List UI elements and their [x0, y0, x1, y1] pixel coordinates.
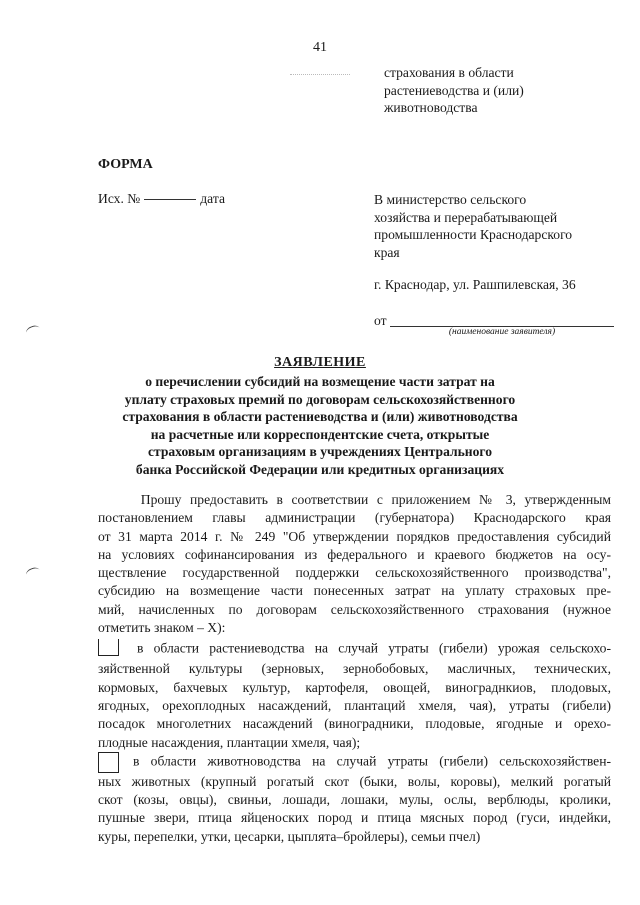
option-line: скот (козы, овцы), свиньи, лошади, лошаки, мулы, ослы, верблюды, кролики, — [98, 792, 611, 808]
document-body — [98, 491, 611, 846]
option-line: плодные насаждения, плантации хмеля, чая); — [98, 734, 361, 750]
ref-date-label: дата — [200, 191, 225, 206]
option-text: в области растениеводства на случай утраты (гибели) урожая сельскохо- — [137, 641, 611, 656]
header-line: растениеводства и (или) — [384, 82, 524, 98]
document-subtitle — [100, 373, 540, 478]
body-line: от 31 марта 2014 г. № 249 "Об утверждении порядков предоставления субсидий — [98, 528, 611, 544]
header-line: животноводства — [384, 100, 478, 115]
option-line: пушные звери, птица яйценоских пород и птица мясных пород (гуси, индейки, — [98, 810, 611, 826]
header-right-block — [384, 64, 624, 117]
subtitle-line: уплату страховых премий по договорам сельскохозяйственного — [124, 391, 516, 407]
request-paragraph — [98, 491, 611, 637]
subtitle-line: страхования в области растениеводства и (или) животноводства — [122, 409, 518, 424]
subtitle-line: о перечислении субсидий на возмещение части затрат на — [145, 374, 495, 389]
addressee-line: В министерство сельского — [374, 192, 527, 207]
body-line: ществление государственной поддержки сельскохозяйственного производства", — [98, 565, 611, 581]
addressee-line: промышленности Краснодарского — [374, 227, 573, 242]
option-line: зяйственной культуры (зерновых, зернобобовых, масличных, технических, — [98, 661, 611, 677]
document-title: ЗАЯВЛЕНИЕ — [274, 355, 366, 370]
option-line: посадок многолетних насаждений (виноградники, плодовые, ягодные и орехо- — [98, 716, 611, 732]
body-line: мий, начисленных по договорам сельскохозяйственного страхования (нужное — [98, 601, 611, 617]
option-crop-insurance — [98, 639, 611, 751]
option-line: ных животных (крупный рогатый скот (быки, волы, коровы), мелкий рогатый — [98, 773, 611, 789]
subtitle-line: страховым организациям в учреждениях Центрального — [147, 444, 493, 459]
body-line: Прошу предоставить в соответствии с приложением № 3, утвержденным — [98, 492, 611, 507]
body-line: субсидию на возмещение части понесенных затрат на уплату страховых пре- — [98, 583, 611, 599]
forma-label: ФОРМА — [98, 157, 153, 172]
option-line — [98, 752, 611, 773]
addressee-city: г. Краснодар, ул. Рашпилевская, 36 — [374, 277, 576, 292]
ref-prefix: Исх. № — [98, 191, 141, 206]
from-label: от — [374, 313, 387, 328]
subtitle-line: банка Российской Федерации или кредитных организациях — [135, 461, 505, 477]
option-line — [98, 639, 611, 660]
scan-mark — [25, 324, 41, 337]
option-line: куры, перепелки, утки, цесарки, цыплята–бройлеры), семьи пчел) — [98, 828, 481, 844]
body-line: на условиях софинансирования из федерального и краевого бюджетов на осу- — [98, 546, 611, 562]
option-line: ягодных, орехоплодных насаждений, плантаций хмеля, чая), утраты (гибели) — [98, 697, 611, 713]
page-number: 41 — [313, 40, 327, 55]
livestock-insurance-checkbox[interactable] — [98, 752, 119, 773]
option-line: кормовых, бахчевых культур, картофеля, овощей, винограднкиов, плодовых, — [98, 679, 611, 695]
addressee-block — [374, 191, 624, 261]
body-line: постановлением главы администрации (губернатора) Краснодарского края — [98, 510, 611, 526]
option-livestock-insurance — [98, 752, 611, 846]
ref-number-blank — [144, 199, 196, 200]
addressee-line: хозяйства и перерабатывающей — [374, 209, 558, 225]
body-line: отметить знаком – Х): — [98, 620, 226, 636]
addressee-line: края — [374, 244, 400, 260]
header-line: страхования в области — [384, 65, 514, 80]
option-text: в области животноводства на случай утраты (гибели) сельскохозяйствен- — [133, 753, 611, 769]
outgoing-reference — [98, 191, 225, 207]
subtitle-line: на расчетные или корреспондентские счета, открытые — [150, 426, 490, 442]
scan-artifact — [290, 74, 350, 75]
crop-insurance-checkbox[interactable] — [98, 639, 119, 656]
scan-mark — [25, 566, 41, 579]
applicant-name-caption: (наименование заявителя) — [448, 327, 556, 337]
